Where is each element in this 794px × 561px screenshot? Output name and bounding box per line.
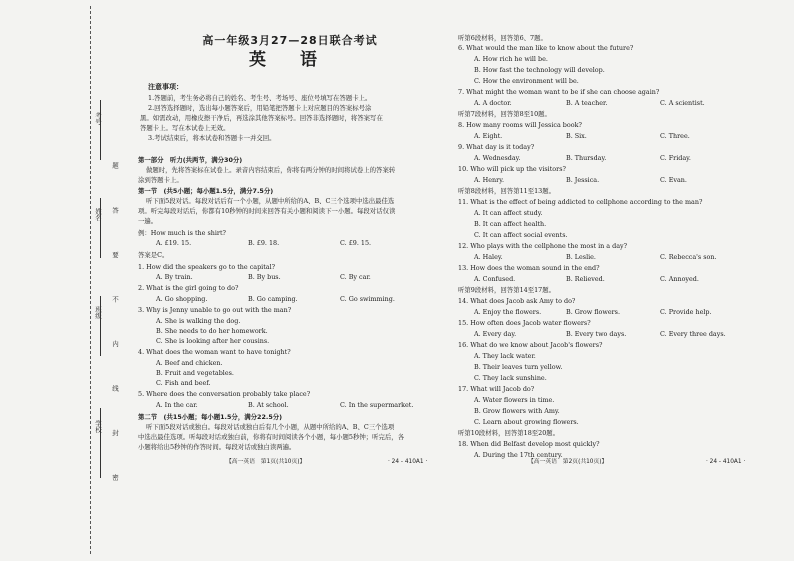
q12-option-c: C. Rebecca's son. [660, 253, 717, 261]
q4-option-c: C. Fish and beef. [156, 379, 211, 387]
example-option-b: B. £9. 18. [248, 239, 280, 247]
question-2: 2. What is the girl going to do? [138, 284, 239, 292]
q14-option-b: B. Grow flowers. [566, 308, 620, 316]
q7-option-c: C. A scientist. [660, 99, 705, 107]
question-12: 12. Who plays with the cellphone the most in a day? [458, 242, 628, 250]
left-page-code: · 24 - 410A1 · [388, 459, 428, 465]
exam-title: 高一年级3月27—28日联合考试 [202, 34, 378, 47]
q6-option-c: C. How the environment will be. [474, 77, 579, 85]
q4-option-b: B. Fruit and vegetables. [156, 369, 234, 377]
q9-option-c: C. Friday. [660, 154, 691, 162]
q18-option-a: A. During the 17th century. [474, 451, 563, 459]
example-option-c: C. £9. 15. [340, 239, 372, 247]
q11-option-c: C. It can affect social events. [474, 231, 568, 239]
q10-option-c: C. Evan. [660, 176, 687, 184]
q10-option-a: A. Henry. [474, 176, 504, 184]
q17-option-a: A. Water flowers in time. [474, 396, 555, 404]
q1-option-b: B. By bus. [248, 273, 281, 281]
q11-option-a: A. It can affect study. [474, 209, 543, 217]
class-label: 班级 [94, 306, 102, 319]
subject-title: 英 语 [249, 50, 331, 70]
question-8: 8. How many rooms will Jessica book? [458, 121, 582, 129]
right-page-footer: 【高一英语 第2页(共10页)】 [528, 459, 608, 465]
question-7: 7. What might the woman want to be if she can choose again? [458, 88, 660, 96]
q15-option-c: C. Every three days. [660, 330, 726, 338]
notes-heading: 注意事项： [148, 83, 183, 91]
section2-intro-2: 中选出最佳选项。听每段对话或独白前，你将有时间阅读各个小题，每小题5秒钟；听完后，各 [138, 433, 405, 441]
example-question: 例：How much is the shirt? [138, 229, 226, 237]
question-16: 16. What do we know about Jacob's flowers? [458, 341, 603, 349]
q17-option-c: C. Learn about growing flowers. [474, 418, 579, 426]
question-13: 13. How does the woman sound in the end? [458, 264, 600, 272]
part1-intro-1: 做题时，先将答案标在试卷上。录音内容结束后，你将有两分钟的时间将试卷上的答案转 [146, 166, 396, 174]
binding-line [90, 6, 92, 554]
q16-option-a: A. They lack water. [474, 352, 536, 360]
section2-intro-1: 听下面5段对话或独白。每段对话或独白后有几个小题，从题中所给的A、B、C三个选项 [146, 423, 395, 431]
school-line [100, 408, 102, 478]
example-option-a: A. £19. 15. [156, 239, 192, 247]
q2-option-b: B. Go camping. [248, 295, 298, 303]
exam-no-line [100, 100, 102, 160]
question-1: 1. How did the speakers go to the capital? [138, 263, 276, 271]
q16-option-c: C. They lack sunshine. [474, 374, 547, 382]
seal-notice: 题 答 要 不 内 线 封 密 [111, 162, 119, 499]
section1-intro-3: 一遍。 [138, 217, 158, 225]
q17-option-b: B. Grow flowers with Amy. [474, 407, 560, 415]
right-page-code: · 24 - 410A1 · [706, 459, 746, 465]
material-10-note: 听第10段材料，回答第18至20题。 [458, 429, 560, 437]
q8-option-a: A. Eight. [474, 132, 503, 140]
q3-option-a: A. She is walking the dog. [156, 317, 241, 325]
q3-option-b: B. She needs to do her homework. [156, 327, 268, 335]
q5-option-c: C. In the supermarket. [340, 401, 414, 409]
section1-intro-1: 听下面5段对话。每段对话后有一个小题，从题中所给的A、B、C三个选项中选出最佳选 [146, 197, 395, 205]
q11-option-b: B. It can affect health. [474, 220, 547, 228]
q12-option-b: B. Leslie. [566, 253, 596, 261]
question-10: 10. Who will pick up the visitors? [458, 165, 566, 173]
school-label: 学校 [94, 420, 102, 433]
q15-option-a: A. Every day. [474, 330, 517, 338]
question-5: 5. Where does the conversation probably take place? [138, 390, 311, 398]
q15-option-b: B. Every two days. [566, 330, 627, 338]
q1-option-c: C. By car. [340, 273, 371, 281]
q13-option-b: B. Relieved. [566, 275, 605, 283]
q5-option-a: A. In the car. [156, 401, 198, 409]
material-6-note: 听第6段材料，回答第6、7题。 [458, 34, 547, 42]
class-line [100, 296, 102, 356]
note-3: 3.考试结束后，将本试卷和答题卡一并交回。 [148, 134, 276, 142]
section2-intro-3: 小题将给出5秒钟的作答时间。每段对话或独白读两遍。 [138, 443, 296, 451]
question-9: 9. What day is it today? [458, 143, 535, 151]
name-line [100, 198, 102, 258]
q14-option-c: C. Provide help. [660, 308, 712, 316]
note-2c: 答题卡上。写在本试卷上无效。 [140, 124, 230, 132]
exam-no-label: 考号 [94, 112, 102, 125]
q9-option-b: B. Thursday. [566, 154, 607, 162]
section2-heading: 第二节 (共15小题；每小题1.5分，满分22.5分) [138, 413, 283, 421]
section1-heading: 第一节 (共5小题；每小题1.5分，满分7.5分) [138, 187, 274, 195]
question-3: 3. Why is Jenny unable to go out with the man? [138, 306, 292, 314]
part1-heading: 第一部分 听力(共两节，满分30分) [138, 156, 243, 164]
q14-option-a: A. Enjoy the flowers. [474, 308, 542, 316]
question-11: 11. What is the effect of being addicted to cellphone according to the man? [458, 198, 703, 206]
q2-option-a: A. Go shopping. [156, 295, 208, 303]
q7-option-a: A. A doctor. [474, 99, 512, 107]
q8-option-b: B. Six. [566, 132, 587, 140]
q16-option-b: B. Their leaves turn yellow. [474, 363, 563, 371]
question-14: 14. What does Jacob ask Amy to do? [458, 297, 576, 305]
q7-option-b: B. A teacher. [566, 99, 608, 107]
note-2b: 黑。如需改动，用橡皮擦干净后，再选涂其他答案标号。回答非选择题时，将答案写在 [140, 114, 383, 122]
question-15: 15. How often does Jacob water flowers? [458, 319, 591, 327]
q9-option-a: A. Wednesday. [474, 154, 521, 162]
question-17: 17. What will Jacob do? [458, 385, 535, 393]
q2-option-c: C. Go swimming. [340, 295, 395, 303]
q3-option-c: C. She is looking after her cousins. [156, 337, 270, 345]
note-1: 1.答题前，考生务必将自己的姓名、考生号、考场号、座位号填写在答题卡上。 [148, 94, 372, 102]
section1-intro-2: 项。听完每段对话后，你都有10秒钟的时间来回答有关小题和阅读下一小题。每段对话仅读 [138, 207, 396, 215]
q1-option-a: A. By train. [156, 273, 193, 281]
example-answer: 答案是C。 [138, 251, 169, 259]
material-7-note: 听第7段材料，回答第8至10题。 [458, 110, 551, 118]
q8-option-c: C. Three. [660, 132, 690, 140]
material-8-note: 听第8段材料，回答第11至13题。 [458, 187, 556, 195]
q10-option-b: B. Jessica. [566, 176, 600, 184]
part1-intro-2: 涂到答题卡上。 [138, 176, 183, 184]
q6-option-b: B. How fast the technology will develop. [474, 66, 605, 74]
q12-option-a: A. Haley. [474, 253, 503, 261]
material-9-note: 听第9段材料，回答第14至17题。 [458, 286, 556, 294]
q5-option-b: B. At school. [248, 401, 289, 409]
left-page-footer: 【高一英语 第1页(共10页)】 [226, 459, 306, 465]
q4-option-a: A. Beef and chicken. [156, 359, 223, 367]
q13-option-a: A. Confused. [474, 275, 516, 283]
question-18: 18. When did Belfast develop most quickly? [458, 440, 600, 448]
question-4: 4. What does the woman want to have tonight? [138, 348, 291, 356]
name-label: 姓名 [94, 208, 102, 221]
question-6: 6. What would the man like to know about the future? [458, 44, 634, 52]
q13-option-c: C. Annoyed. [660, 275, 699, 283]
q6-option-a: A. How rich he will be. [474, 55, 548, 63]
note-2a: 2.回答选择题时，选出每小题答案后，用铅笔把答题卡上对应题目的答案标号涂 [148, 104, 372, 112]
